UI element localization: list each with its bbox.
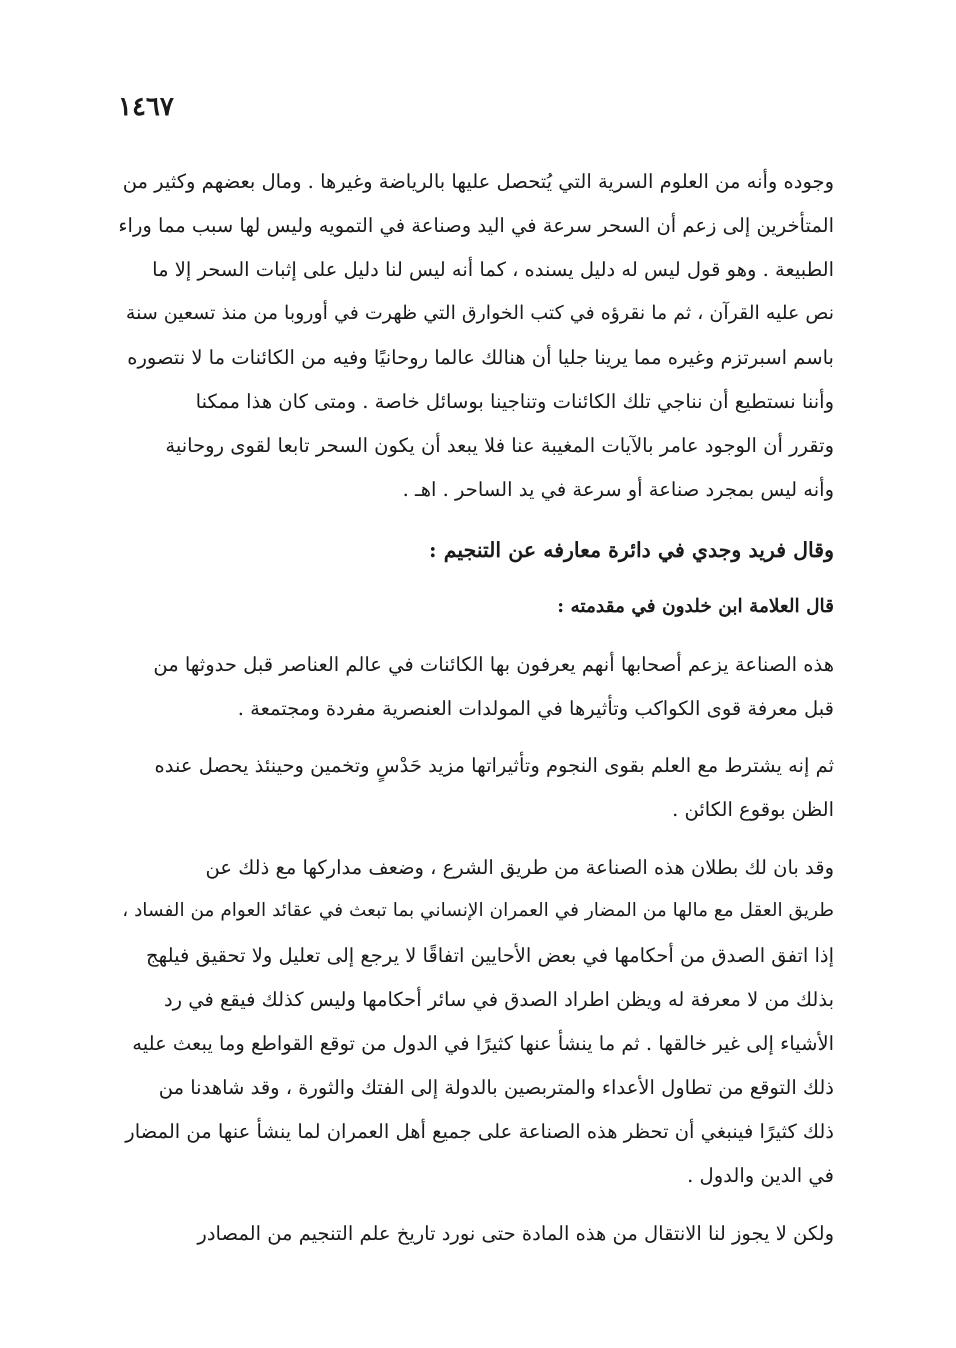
- text-line: ذلك التوقع من تطاول الأعداء والمتربصين بالدولة إلى الفتك والثورة ، وقد شاهدنا من: [158, 1076, 834, 1099]
- text-line: ولكن لا يجوز لنا الانتقال من هذه المادة حتى نورد تاريخ علم التنجيم من المصادر: [197, 1222, 834, 1245]
- text-line: نص عليه القرآن ، ثم ما نقرؤه في كتب الخوارق التي ظهرت في أوروبا من منذ تسعين سنة: [125, 302, 834, 324]
- text-line: الطبيعة . وهو قول ليس له دليل يسنده ، كما أنه ليس لنا دليل على إثبات السحر إلا ما: [152, 258, 834, 281]
- text-line: ثم إنه يشترط مع العلم بقوى النجوم وتأثيراتها مزيد حَدْسٍ وتخمين وحينئذ يحصل عنده: [154, 754, 834, 777]
- text-line: هذه الصناعة يزعم أصحابها أنهم يعرفون بها الكائنات في عالم العناصر قبل حدوثها من: [153, 653, 834, 676]
- text-line: وقد بان لك بطلان هذه الصناعة من طريق الشرع ، وضعف مداركها مع ذلك عن: [205, 856, 834, 879]
- text-line: وأنه ليس بمجرد صناعة أو سرعة في يد الساحر . اهـ .: [402, 478, 834, 501]
- text-line: في الدين والدول .: [687, 1164, 834, 1187]
- text-line: وتقرر أن الوجود عامر بالآيات المغيبة عنا فلا يبعد أن يكون السحر تابعا لقوى روحانية: [165, 434, 834, 457]
- text-line: بذلك من لا معرفة له ويظن اطراد الصدق في سائر أحكامها وليس كذلك فيقع في رد: [163, 988, 834, 1011]
- page-number: ١٤٦٧: [118, 92, 174, 122]
- text-line: قبل معرفة قوى الكواكب وتأثيرها في المولدات العنصرية مفردة ومجتمعة .: [237, 697, 834, 720]
- text-line: المتأخرين إلى زعم أن السحر سرعة في اليد وصناعة في التمويه وليس لها سبب مما وراء: [118, 214, 834, 237]
- text-line: وجوده وأنه من العلوم السرية التي يُتحصل عليها بالرياضة وغيرها . ومال بعضهم وكثير من: [122, 170, 834, 193]
- quote-attribution: قال العلامة ابن خلدون في مقدمته :: [557, 596, 834, 617]
- section-heading: وقال فريد وجدي في دائرة معارفه عن التنجيم :: [429, 538, 834, 562]
- text-line: إذا اتفق الصدق من أحكامها في بعض الأحايين اتفاقًا لا يرجع إلى تعليل ولا تحقيق فيلهج: [146, 944, 834, 967]
- text-line: طريق العقل مع مالها من المضار في العمران الإنساني بما تبعث في عقائد العوام من الفساد ،: [122, 900, 834, 921]
- text-line: الأشياء إلى غير خالقها . ثم ما ينشأ عنها كثيرًا في الدول من توقع القواطع وما يبعث عليه: [132, 1032, 834, 1055]
- text-line: وأننا نستطيع أن نناجي تلك الكائنات وتناجينا بوسائل خاصة . ومتى كان هذا ممكنا: [195, 390, 834, 413]
- text-line: باسم اسبرتزم وغيره مما يرينا جليا أن هنالك عالما روحانيًا وفيه من الكائنات ما لا نتصوره: [127, 346, 834, 369]
- text-line: ذلك كثيرًا فينبغي أن تحظر هذه الصناعة على جميع أهل العمران لما ينشأ عنها من المضار: [125, 1120, 834, 1143]
- text-line: الظن بوقوع الكائن .: [672, 798, 834, 821]
